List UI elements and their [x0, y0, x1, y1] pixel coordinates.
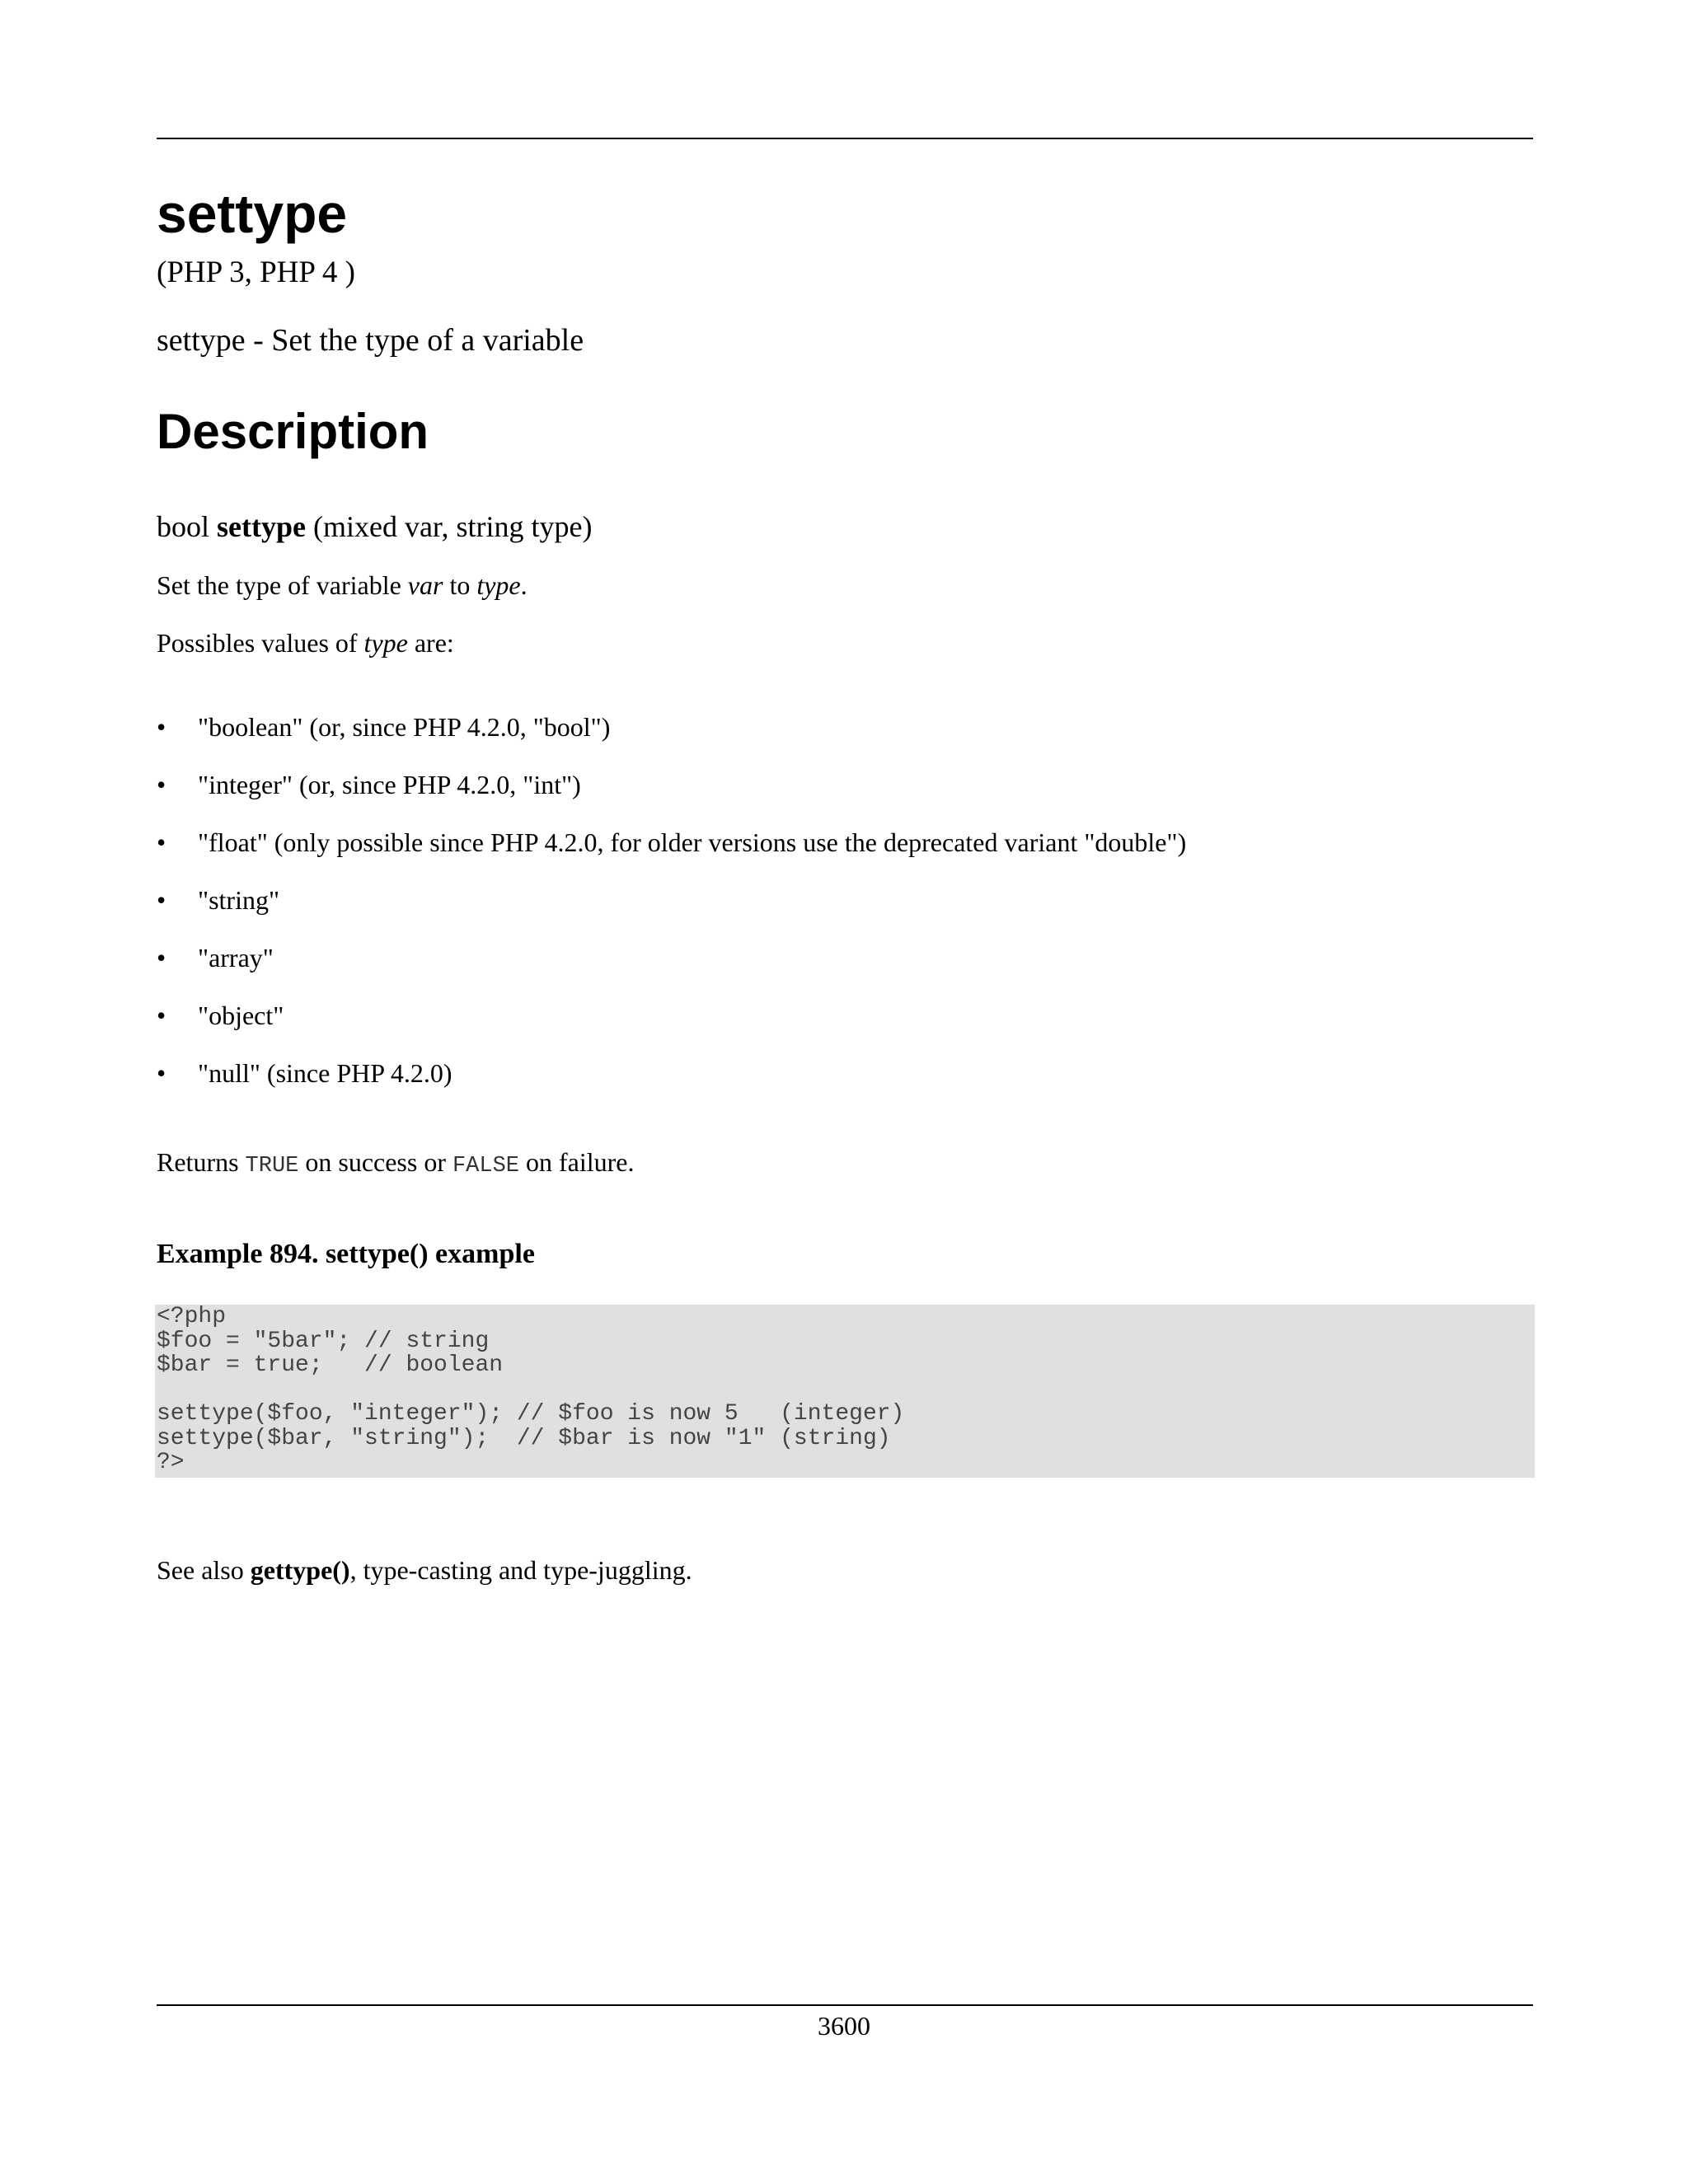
list-item — [157, 711, 1186, 769]
list-item — [157, 827, 1186, 884]
para2-text: Possibles values of — [157, 628, 364, 658]
para2-text: are: — [407, 628, 454, 658]
list-item-text: "float" (only possible since PHP 4.2.0, for older versions use the deprecated variant "double") — [198, 827, 1187, 857]
possible-values-intro — [157, 627, 454, 658]
page-number: 3600 — [818, 2011, 870, 2041]
bullet-icon: • — [157, 1058, 166, 1088]
function-synopsis — [157, 509, 592, 545]
bullet-icon: • — [157, 943, 166, 972]
para1-text: . — [520, 570, 528, 600]
para1-text: Set the type of variable — [157, 570, 408, 600]
param-type: type — [363, 628, 408, 658]
synopsis-return-type: bool — [157, 510, 210, 543]
see-also-link-gettype[interactable]: gettype() — [250, 1555, 350, 1585]
returns-text: Returns — [157, 1147, 246, 1177]
top-rule — [157, 138, 1533, 139]
bullet-icon: • — [157, 1001, 166, 1030]
returns-text: on failure. — [519, 1147, 635, 1177]
bottom-rule — [157, 2004, 1533, 2006]
constant-true: TRUE — [245, 1154, 299, 1179]
function-purpose: settype - Set the type of a variable — [157, 323, 584, 358]
constant-false: FALSE — [452, 1154, 519, 1179]
synopsis-params: (mixed var, string type) — [312, 510, 593, 543]
returns-text: on success or — [298, 1147, 452, 1177]
bullet-icon: • — [157, 885, 166, 915]
see-also-paragraph — [157, 1554, 692, 1586]
list-item — [157, 769, 1186, 827]
see-also-text: , type-casting and type-juggling. — [349, 1555, 692, 1585]
example-title: Example 894. settype() example — [157, 1239, 535, 1269]
list-item-text: "integer" (or, since PHP 4.2.0, "int") — [198, 770, 581, 799]
see-also-text: See also — [157, 1555, 251, 1585]
list-item — [157, 942, 1186, 1000]
bullet-icon: • — [157, 770, 166, 799]
list-item — [157, 884, 1186, 942]
code-example-block — [155, 1305, 1535, 1478]
section-heading-description: Description — [157, 404, 429, 459]
list-item-text: "object" — [198, 1001, 284, 1030]
type-values-list — [157, 711, 1186, 1115]
version-info: (PHP 3, PHP 4 ) — [157, 255, 355, 289]
list-item-text: "boolean" (or, since PHP 4.2.0, "bool") — [198, 712, 611, 742]
list-item — [157, 1057, 1186, 1115]
list-item — [157, 1000, 1186, 1057]
function-title: settype — [157, 183, 348, 244]
list-item-text: "null" (since PHP 4.2.0) — [198, 1058, 452, 1088]
description-paragraph — [157, 569, 528, 601]
para1-text: to — [443, 570, 477, 600]
synopsis-function-name: settype — [217, 510, 306, 543]
return-values-paragraph — [157, 1146, 635, 1179]
list-item-text: "string" — [198, 885, 280, 915]
bullet-icon: • — [157, 827, 166, 857]
param-type: type — [476, 570, 521, 600]
param-var: var — [407, 570, 443, 600]
list-item-text: "array" — [198, 943, 274, 972]
bullet-icon: • — [157, 712, 166, 742]
code-example: <?php $foo = "5bar"; // string $bar = true; // boolean settype($foo, "integer"); // $foo is now 5 (integer) settype($bar, "string"); // $bar is now "1" (string) ?> — [157, 1304, 905, 1475]
